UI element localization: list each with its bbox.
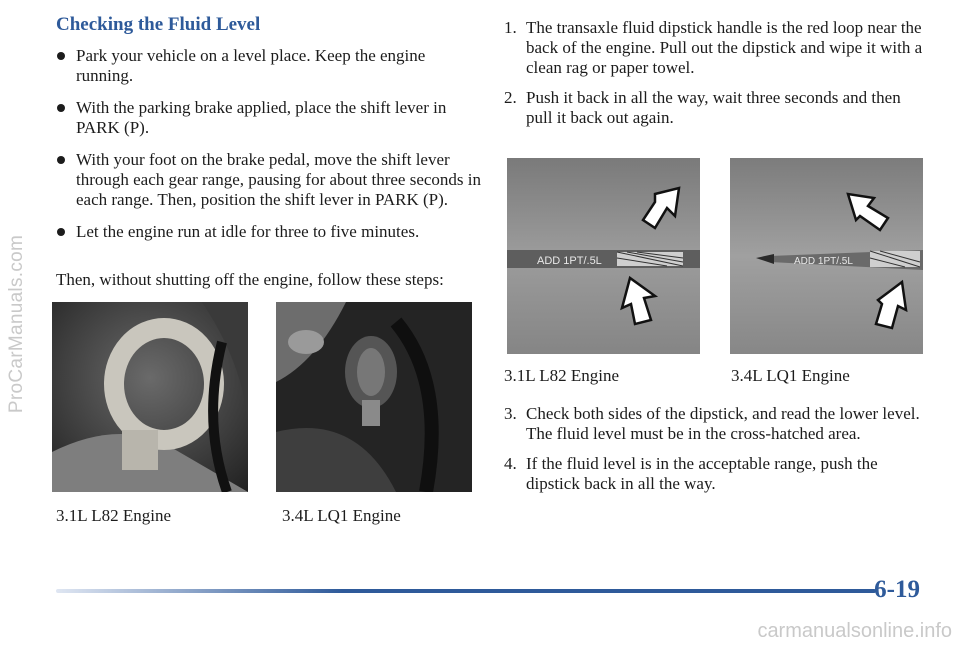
step-item	[504, 18, 924, 78]
steps-list-bottom	[504, 404, 924, 504]
photo-caption: 3.4L LQ1 Engine	[731, 366, 850, 385]
footer-rule	[56, 589, 876, 593]
photo-caption: 3.1L L82 Engine	[56, 506, 172, 525]
step-item	[504, 454, 924, 494]
steps-list-top	[504, 18, 924, 138]
steps-intro: Then, without shutting off the engine, follow these steps:	[56, 270, 444, 289]
step-item	[504, 88, 924, 128]
photo-l82-dipstick-reading	[507, 158, 700, 354]
prep-bullet-list	[56, 46, 486, 254]
dipstick-reading-illustration	[507, 158, 700, 354]
engine-bay-illustration	[276, 302, 472, 492]
photo-lq1-dipstick-handle	[276, 302, 472, 492]
step-number: 3.	[504, 404, 517, 423]
section-heading: Checking the Fluid Level	[56, 14, 261, 35]
bullet-item: With the parking brake applied, place the shift lever in PARK (P).	[56, 98, 486, 138]
step-item	[504, 404, 924, 444]
dipstick-handle-illustration	[52, 302, 248, 492]
dipstick-reading-illustration	[730, 158, 923, 354]
photo-caption: 3.1L L82 Engine	[504, 366, 620, 385]
dipstick-marking: ADD 1PT/.5L	[537, 255, 602, 267]
bullet-item: With your foot on the brake pedal, move the shift lever through each gear range, pausing for about three seconds in each range. Then, position the shift lever in PARK (P).	[56, 150, 486, 210]
bullet-item: Let the engine run at idle for three to five minutes.	[56, 222, 486, 242]
step-number: 4.	[504, 454, 517, 473]
step-text: The transaxle fluid dipstick handle is the red loop near the back of the engine. Pull out the dipstick and wipe it with a clean rag or paper towel.	[526, 18, 923, 77]
photo-l82-dipstick-handle	[52, 302, 248, 492]
dipstick-marking: ADD 1PT/.5L	[794, 256, 853, 267]
step-number: 2.	[504, 88, 517, 107]
bottom-watermark: carmanualsonline.info	[757, 620, 952, 642]
bullet-item: Park your vehicle on a level place. Keep the engine running.	[56, 46, 486, 86]
step-number: 1.	[504, 18, 517, 37]
step-text: Check both sides of the dipstick, and read the lower level. The fluid level must be in the cross-hatched area.	[526, 404, 920, 443]
page-number: 6-19	[874, 576, 920, 603]
photo-caption: 3.4L LQ1 Engine	[282, 506, 401, 525]
step-text: If the fluid level is in the acceptable range, push the dipstick back in all the way.	[526, 454, 878, 493]
side-watermark-text: ProCarManuals.com	[6, 234, 27, 413]
photo-lq1-dipstick-reading	[730, 158, 923, 354]
side-watermark	[0, 0, 34, 647]
step-text: Push it back in all the way, wait three seconds and then pull it back out again.	[526, 88, 901, 127]
